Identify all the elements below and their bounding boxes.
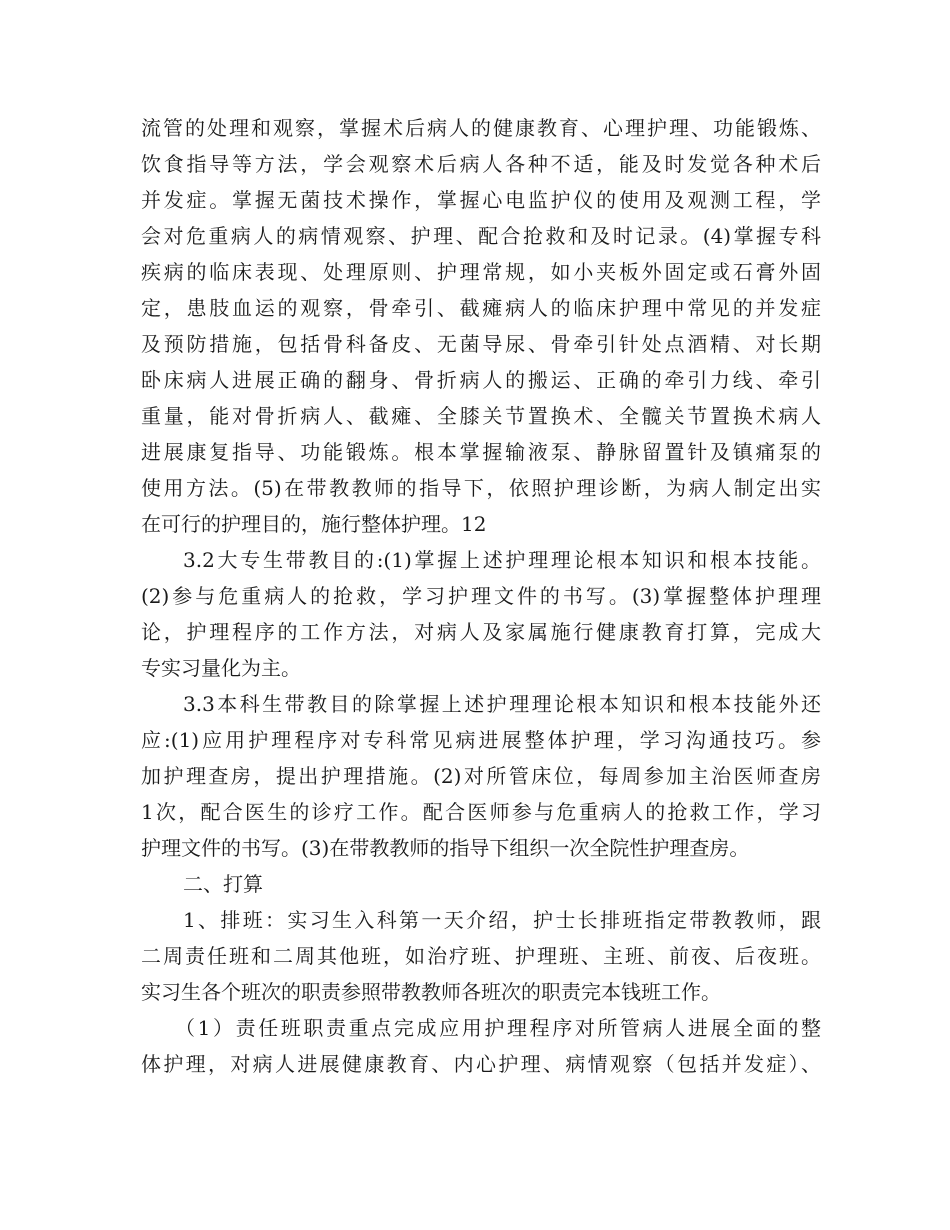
- text-line: 使用方法。(5)在带教教师的指导下，依照护理诊断，为病人制定出实: [141, 476, 821, 500]
- text-line: 流管的处理和观察，掌握术后病人的健康教育、心理护理、功能锻炼、: [141, 116, 821, 140]
- text-line: 论，护理程序的工作方法，对病人及家属施行健康教育打算，完成大: [141, 620, 821, 644]
- section-heading: 二、打算: [183, 872, 263, 896]
- text-line: 二周责任班和二周其他班，如治疗班、护理班、主班、前夜、后夜班。: [141, 944, 821, 968]
- text-line: 饮食指导等方法，学会观察术后病人各种不适，能及时发觉各种术后: [141, 152, 821, 176]
- text-line: 应:(1)应用护理程序对专科常见病进展整体护理，学习沟通技巧。参: [141, 728, 821, 752]
- document-body: [141, 110, 821, 1082]
- text-line: 及预防措施，包括骨科备皮、无菌导尿、骨牵引针处点酒精、对长期: [141, 332, 821, 356]
- text-line: 1次，配合医生的诊疗工作。配合医师参与危重病人的抢救工作，学习: [141, 800, 821, 824]
- text-line: 定，患肢血运的观察，骨牵引、截瘫病人的临床护理中常见的并发症: [141, 296, 821, 320]
- text-line: 在可行的护理目的，施行整体护理。12: [141, 512, 487, 536]
- text-line: 专实习量化为主。: [141, 656, 301, 680]
- text-line: 进展康复指导、功能锻炼。根本掌握输液泵、静脉留置针及镇痛泵的: [141, 440, 821, 464]
- text-line: 加护理查房，提出护理措施。(2)对所管床位，每周参加主治医师查房: [141, 764, 821, 788]
- paragraph-first-line: 3.3本科生带教目的除掌握上述护理理论根本知识和根本技能外还: [183, 692, 821, 716]
- text-line: 体护理，对病人进展健康教育、内心护理、病情观察（包括并发症）、: [141, 1052, 821, 1076]
- text-line: 并发症。掌握无菌技术操作，掌握心电监护仪的使用及观测工程，学: [141, 188, 821, 212]
- paragraph-first-line: 3.2大专生带教目的:(1)掌握上述护理理论根本知识和根本技能。: [183, 548, 821, 572]
- text-line: 实习生各个班次的职责参照带教教师各班次的职责完本钱班工作。: [141, 980, 721, 1004]
- text-line: 会对危重病人的病情观察、护理、配合抢救和及时记录。(4)掌握专科: [141, 224, 821, 248]
- text-line: 疾病的临床表现、处理原则、护理常规，如小夹板外固定或石膏外固: [141, 260, 821, 284]
- paragraph-first-line: 1、排班：实习生入科第一天介绍，护士长排班指定带教教师，跟: [183, 908, 821, 932]
- text-line: (2)参与危重病人的抢救，学习护理文件的书写。(3)掌握整体护理理: [141, 584, 821, 608]
- text-line: 卧床病人进展正确的翻身、骨折病人的搬运、正确的牵引力线、牵引: [141, 368, 821, 392]
- text-line: 重量，能对骨折病人、截瘫、全膝关节置换术、全髋关节置换术病人: [141, 404, 821, 428]
- paragraph-first-line: （1）责任班职责重点完成应用护理程序对所管病人进展全面的整: [175, 1016, 821, 1040]
- text-line: 护理文件的书写。(3)在带教教师的指导下组织一次全院性护理查房。: [141, 836, 750, 860]
